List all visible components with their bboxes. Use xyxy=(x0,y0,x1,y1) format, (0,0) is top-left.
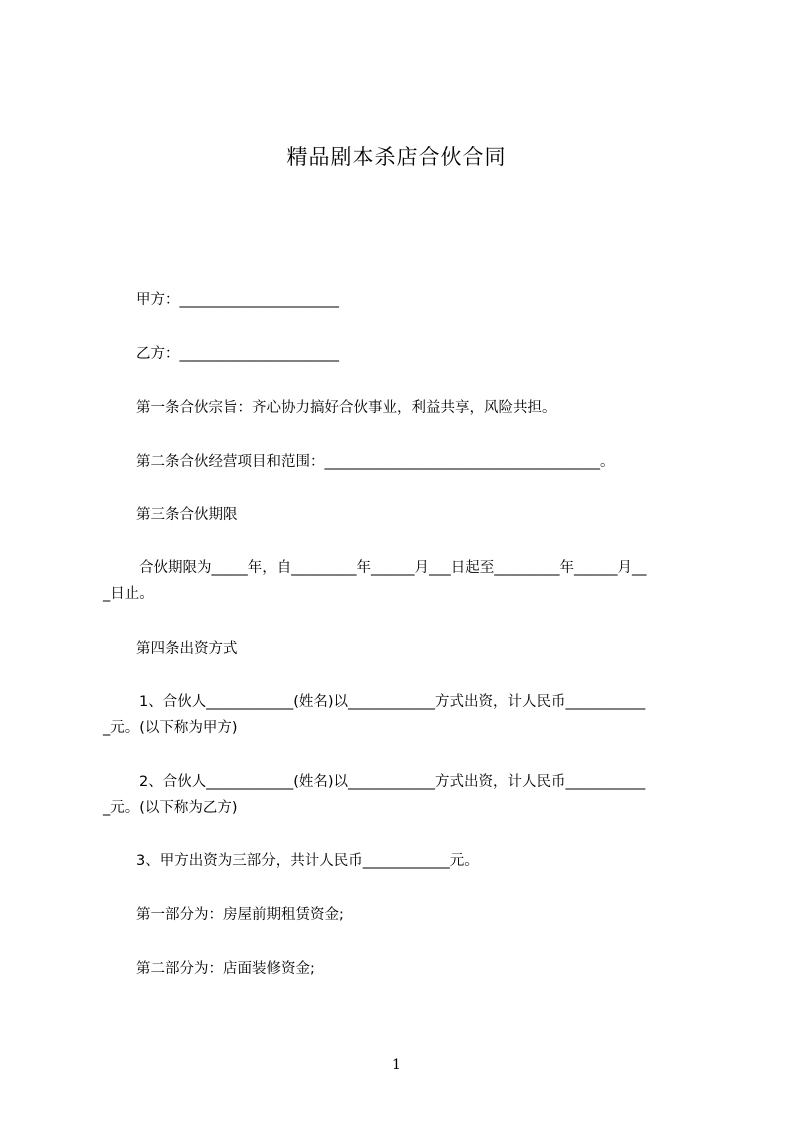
contribution-2-line-2: _元。(以下称为乙方) xyxy=(103,800,238,816)
contribution-3-line: 3、甲方出资为三部分，共计人民币____________元。 xyxy=(136,853,479,869)
contribution-1-line-2: _元。(以下称为甲方) xyxy=(103,720,238,736)
page-number: 1 xyxy=(392,1057,401,1073)
term-line-1: 合伙期限为_____年，自_________年______月___日起至_________年______月__ xyxy=(139,560,647,576)
part-2-line: 第二部分为：店面装修资金; xyxy=(136,961,315,977)
article-1-purpose: 第一条合伙宗旨：齐心协力搞好合伙事业，利益共享，风险共担。 xyxy=(136,400,557,416)
contribution-1-line-1: 1、合伙人____________(姓名)以____________方式出资，计人民币___________ xyxy=(139,694,646,710)
contract-title: 精品剧本杀店合伙合同 xyxy=(286,145,507,169)
contribution-2-line-1: 2、合伙人____________(姓名)以____________方式出资，计人民币___________ xyxy=(139,774,646,790)
party-a-line: 甲方：______________________ xyxy=(136,292,339,308)
article-2-scope: 第二条合伙经营项目和范围：______________________________________。 xyxy=(136,454,615,470)
part-1-line: 第一部分为：房屋前期租赁资金; xyxy=(136,907,344,923)
article-3-heading: 第三条合伙期限 xyxy=(136,507,238,523)
article-4-heading: 第四条出资方式 xyxy=(136,641,238,657)
term-line-2: _日止。 xyxy=(103,586,154,602)
party-b-line: 乙方：______________________ xyxy=(136,346,339,362)
